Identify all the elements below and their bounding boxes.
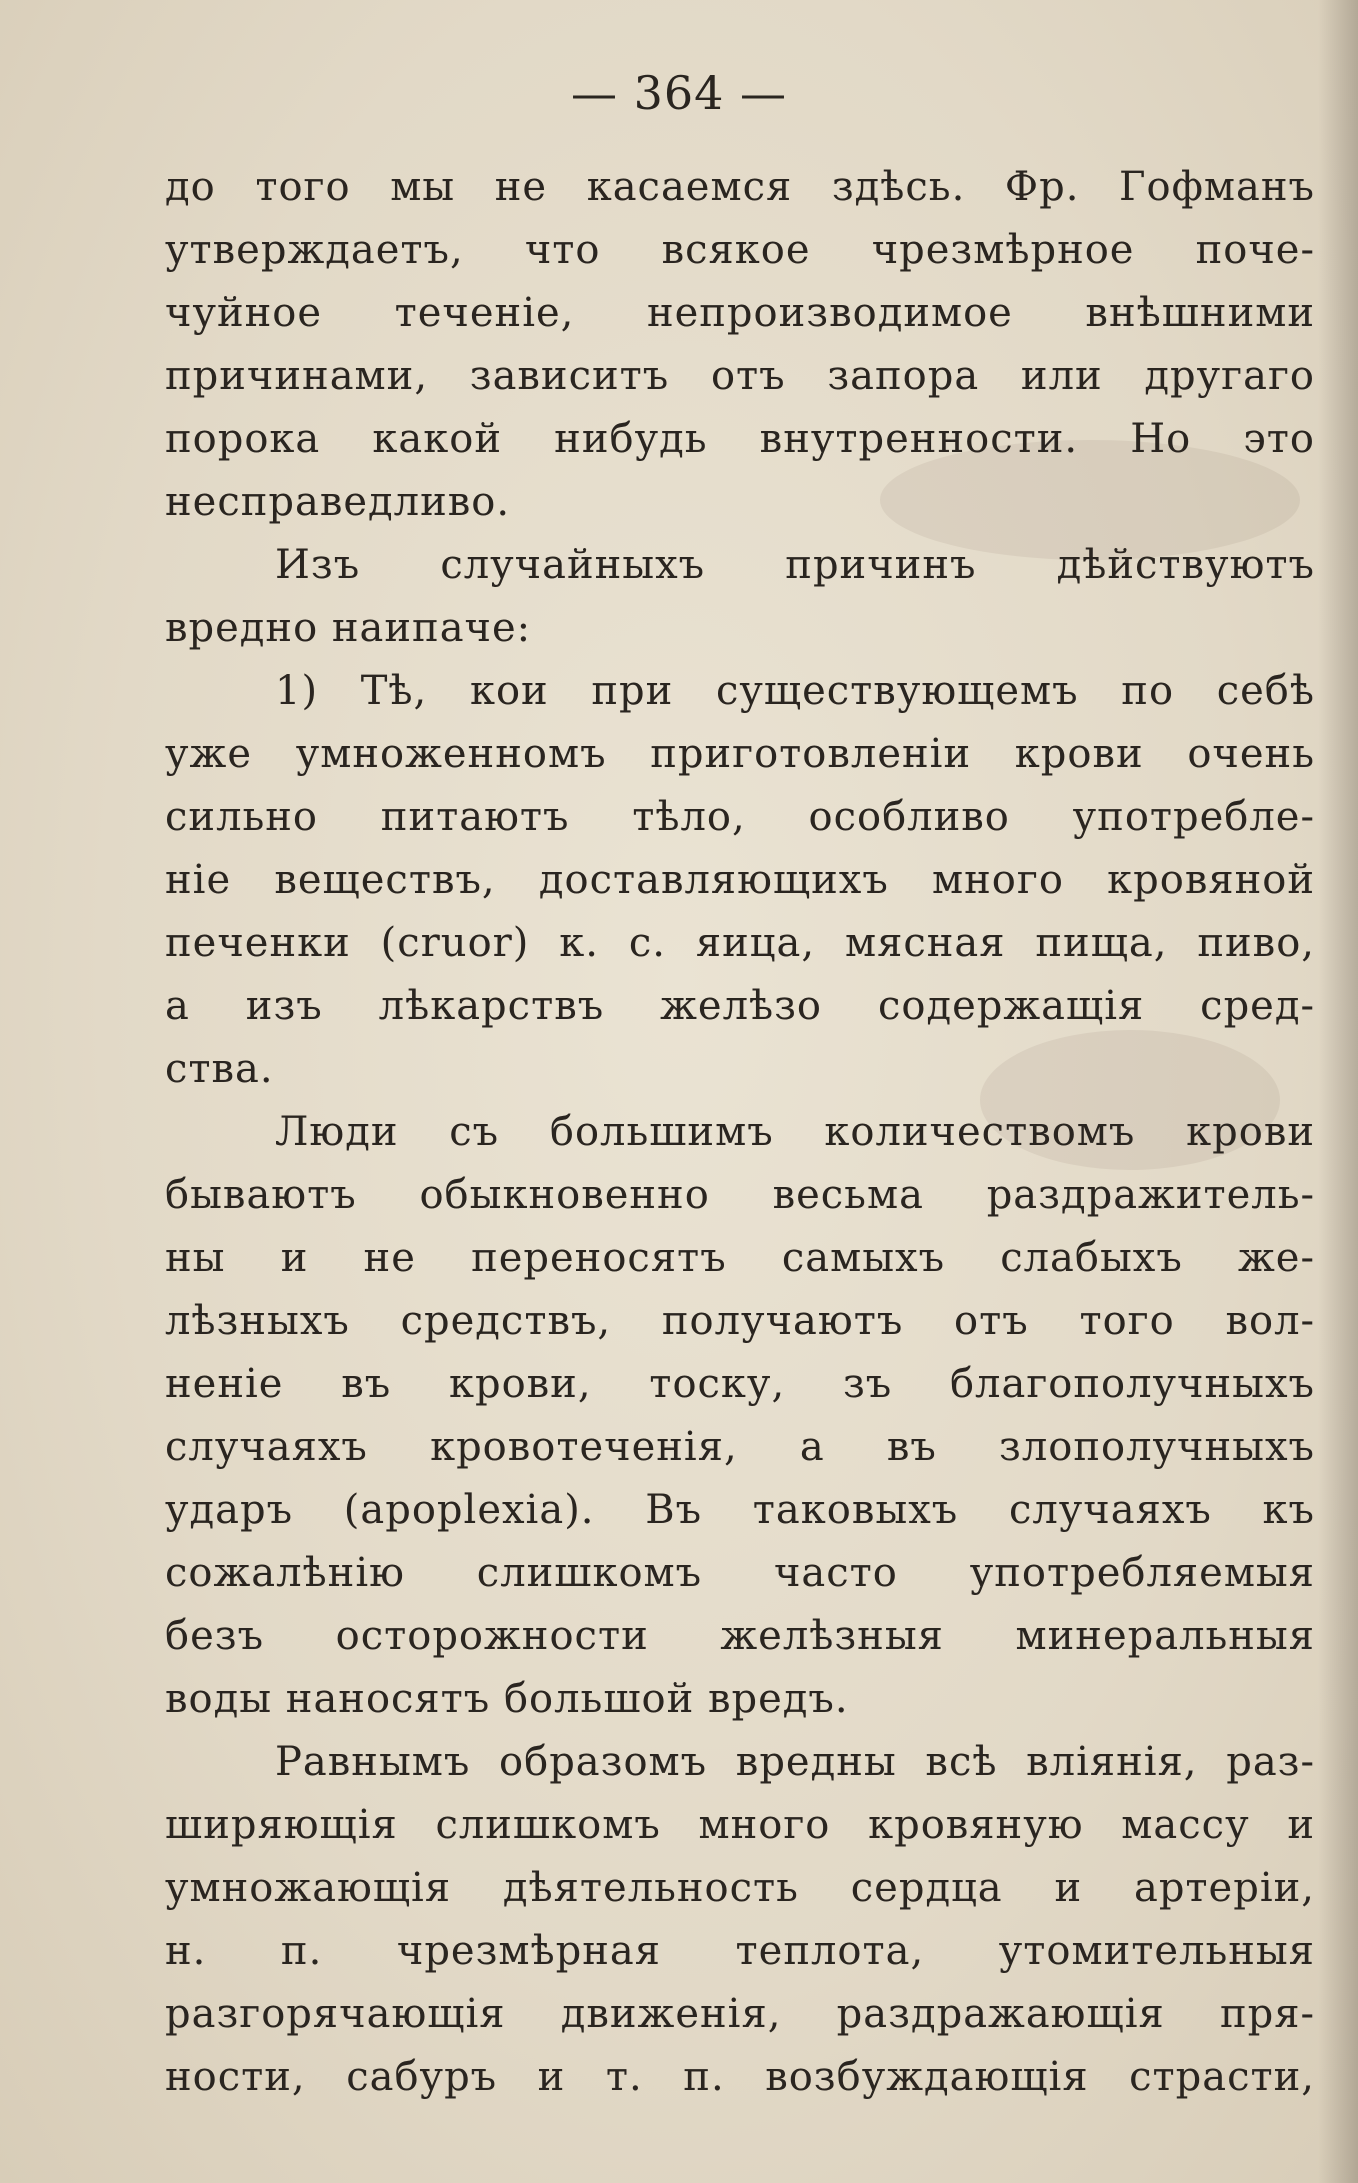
paragraph (165, 660, 1315, 1101)
text-line: 1) Тѣ, кои при существующемъ по себѣ (275, 668, 1315, 714)
text-line: ударъ (apoplexia). Въ таковыхъ случаяхъ къ (165, 1487, 1315, 1533)
text-line: умножающія дѣятельность сердца и артеріи, (165, 1865, 1315, 1911)
text-line: ширяющія слишкомъ много кровяную массу и (165, 1802, 1315, 1848)
text-line: бываютъ обыкновенно весьма раздражитель- (165, 1172, 1315, 1218)
text-line: н. п. чрезмѣрная теплота, утомительныя (165, 1928, 1315, 1974)
text-line: случаяхъ кровотеченія, а въ злополучныхъ (165, 1424, 1315, 1470)
text-line: безъ осторожности желѣзныя минеральныя (165, 1613, 1315, 1659)
paragraph (165, 156, 1315, 534)
text-line: до того мы не касаемся здѣсь. Фр. Гофманъ (165, 164, 1315, 210)
text-line: сожалѣнію слишкомъ часто употребляемыя (165, 1550, 1315, 1596)
text-line: Люди съ большимъ количествомъ крови (275, 1109, 1315, 1155)
text-line: лѣзныхъ средствъ, получаютъ отъ того вол- (165, 1298, 1315, 1344)
text-line: чуйное теченіе, непроизводимое внѣшними (165, 290, 1315, 336)
page-edge-shadow (1318, 0, 1358, 2183)
text-line: утверждаетъ, что всякое чрезмѣрное поче- (165, 227, 1315, 273)
text-line: Изъ случайныхъ причинъ дѣйствуютъ (275, 542, 1315, 588)
text-line: сильно питаютъ тѣло, особливо употребле- (165, 794, 1315, 840)
paragraph (165, 1101, 1315, 1731)
text-line: ніе веществъ, доставляющихъ много кровяной (165, 857, 1315, 903)
text-line: ства. (165, 1046, 274, 1092)
text-line: а изъ лѣкарствъ желѣзо содержащія сред- (165, 983, 1315, 1029)
text-line: Равнымъ образомъ вредны всѣ вліянія, раз- (275, 1739, 1315, 1785)
paragraph (165, 1731, 1315, 2109)
paragraph (165, 534, 1315, 660)
page-body (165, 156, 1315, 2109)
text-line: причинами, зависитъ отъ запора или другаго (165, 353, 1315, 399)
text-line: разгорячающія движенія, раздражающія пря- (165, 1991, 1315, 2037)
text-line: вредно наипаче: (165, 605, 532, 651)
text-line: ности, сабуръ и т. п. возбуждающія страсти, (165, 2054, 1315, 2100)
text-line: порока какой нибудь внутренности. Но это (165, 416, 1315, 462)
text-line: ны и не переносятъ самыхъ слабыхъ же- (165, 1235, 1315, 1281)
page-number: — 364 — (570, 66, 788, 120)
text-line: неніе въ крови, тоску, зъ благополучныхъ (165, 1361, 1315, 1407)
text-line: уже умноженномъ приготовленіи крови очень (165, 731, 1315, 777)
text-line: печенки (cruor) к. с. яица, мясная пища, пиво, (165, 920, 1315, 966)
text-line: несправедливо. (165, 479, 511, 525)
text-line: воды наносятъ большой вредъ. (165, 1676, 849, 1722)
